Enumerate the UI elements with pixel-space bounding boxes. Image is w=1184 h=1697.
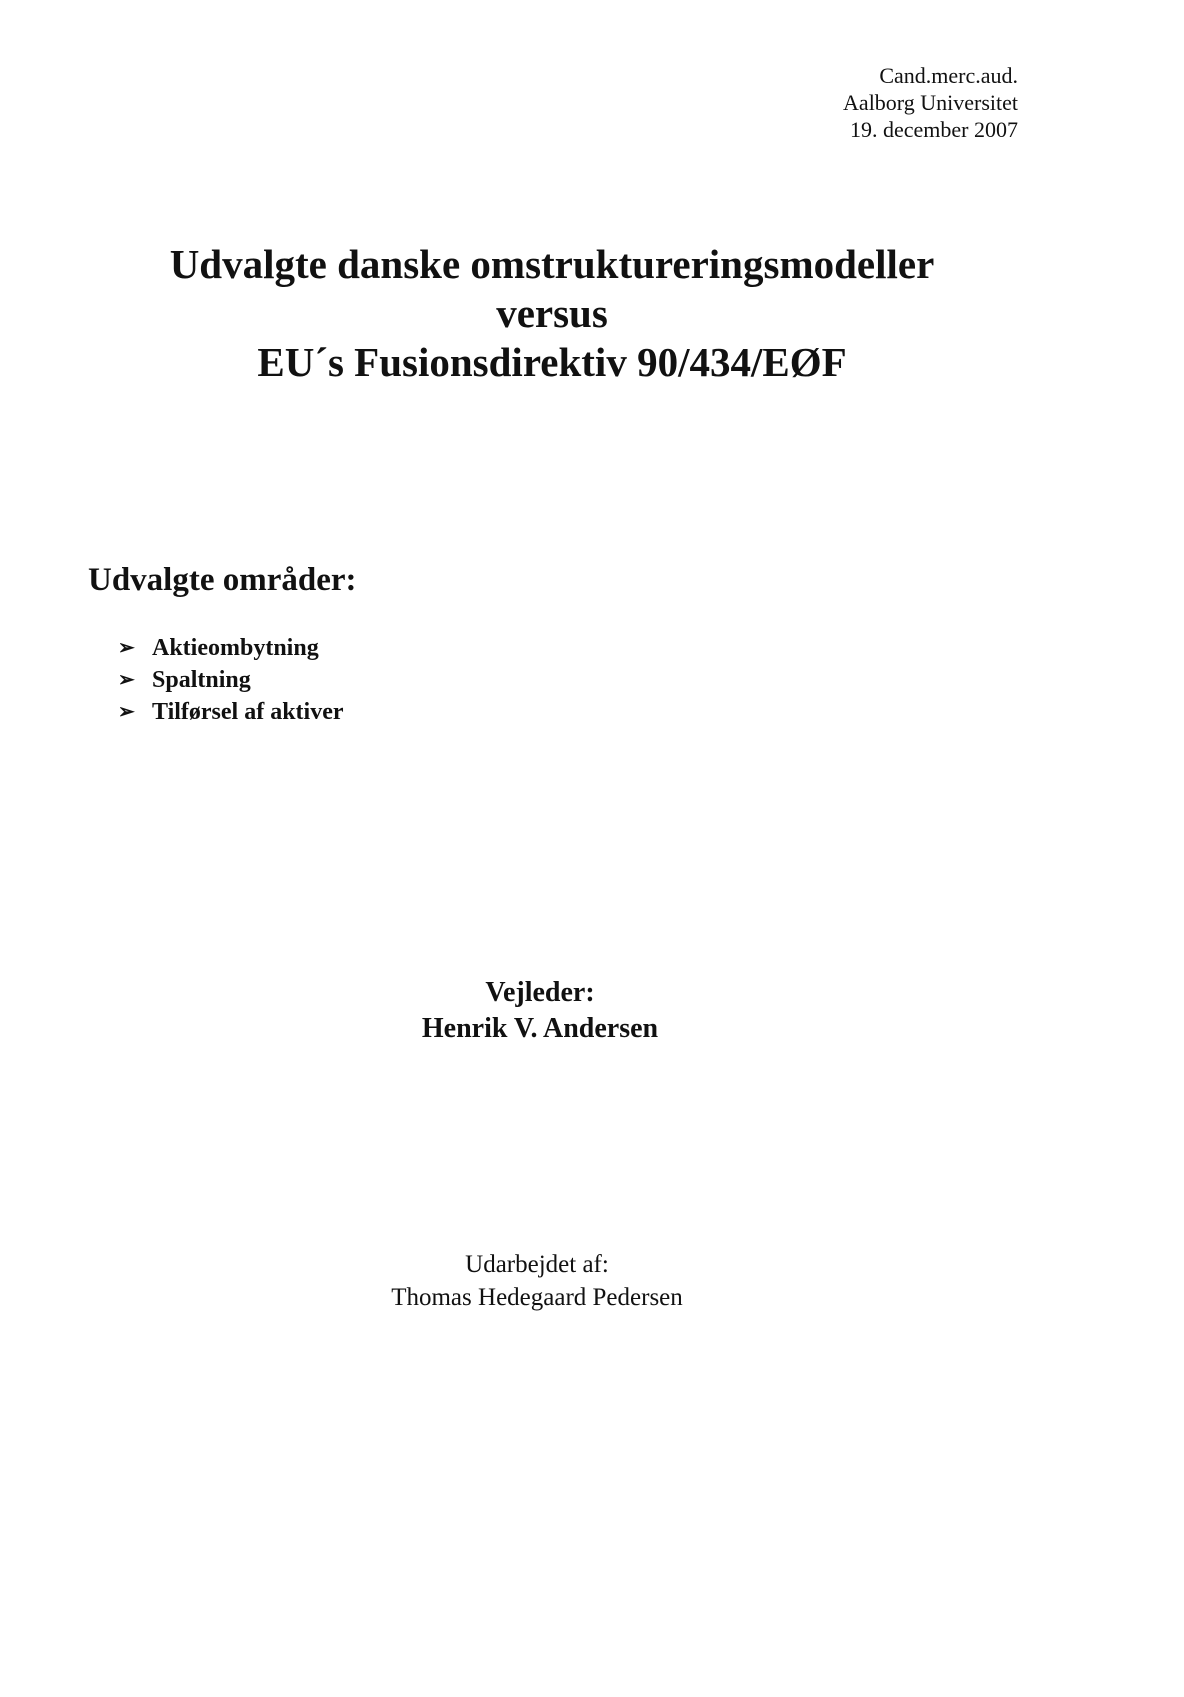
title-line-3: EU´s Fusionsdirektiv 90/434/EØF xyxy=(257,339,847,385)
supervisor-label: Vejleder: xyxy=(485,977,595,1008)
author-block xyxy=(0,1248,1074,1314)
header-info xyxy=(843,62,1018,143)
arrowhead-bullet-icon: ➢ xyxy=(118,637,135,659)
list-item-label: Aktieombytning xyxy=(152,635,319,661)
areas-list xyxy=(118,632,344,728)
list-item-label: Spaltning xyxy=(152,667,251,693)
title-line-1: Udvalgte danske omstruktureringsmodeller xyxy=(169,241,935,287)
author-name: Thomas Hedegaard Pedersen xyxy=(391,1284,683,1311)
title-line-2: versus xyxy=(496,290,608,336)
author-label: Udarbejdet af: xyxy=(465,1251,609,1278)
areas-heading: Udvalgte områder: xyxy=(88,562,357,598)
supervisor-block xyxy=(0,975,1080,1047)
degree: Cand.merc.aud. xyxy=(879,63,1018,88)
list-item xyxy=(118,632,344,664)
list-item xyxy=(118,664,344,696)
date: 19. december 2007 xyxy=(850,117,1018,142)
list-item xyxy=(118,696,344,728)
list-item-label: Tilførsel af aktiver xyxy=(152,699,344,725)
supervisor-name: Henrik V. Andersen xyxy=(421,1013,659,1044)
university: Aalborg Universitet xyxy=(843,90,1018,115)
document-title xyxy=(0,240,1104,387)
arrowhead-bullet-icon: ➢ xyxy=(118,701,135,723)
arrowhead-bullet-icon: ➢ xyxy=(118,669,135,691)
